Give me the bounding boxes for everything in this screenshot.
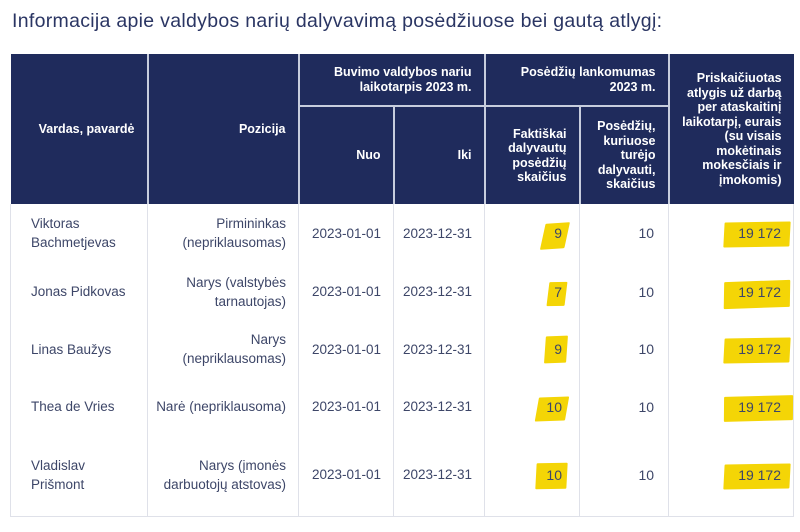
table-row: [11, 204, 794, 264]
name-cell: Jonas Pidkovas: [11, 264, 148, 321]
column-header-position: Pozicija: [148, 54, 299, 204]
date-from-cell: 2023-01-01: [299, 321, 394, 379]
date-to-cell: 2023-12-31: [394, 321, 485, 379]
salary-value-highlight: 19 172: [738, 340, 781, 360]
salary-cell: [669, 264, 794, 321]
page-title: Informacija apie valdybos narių dalyvavimą posėdžiuose bei gautą atlygį:: [12, 10, 663, 32]
table-row: [11, 264, 794, 321]
salary-cell: [669, 321, 794, 379]
attended-value-highlight: 7: [554, 283, 562, 303]
date-from-cell: 2023-01-01: [299, 204, 394, 264]
column-header-to: Iki: [394, 106, 485, 204]
date-from-cell: 2023-01-01: [299, 379, 394, 436]
date-to-cell: 2023-12-31: [394, 436, 485, 516]
attended-value-highlight: 9: [554, 224, 562, 244]
column-header-attended: Faktiškai dalyvautų posėdžių skaičius: [485, 106, 580, 204]
name-cell: Linas Baužys: [11, 321, 148, 379]
position-cell: Narė (nepriklausoma): [148, 379, 299, 436]
column-header-required: Posėdžių, kuriuose turėjo dalyvauti, skaičius: [580, 106, 669, 204]
attended-value-highlight: 9: [554, 340, 562, 360]
salary-cell: [669, 436, 794, 516]
date-to-cell: 2023-12-31: [394, 379, 485, 436]
required-cell: 10: [580, 379, 669, 436]
column-header-from: Nuo: [299, 106, 394, 204]
name-cell: Vladislav Prišmont: [11, 436, 148, 516]
salary-value-highlight: 19 172: [738, 466, 781, 486]
required-cell: 10: [580, 436, 669, 516]
salary-value-highlight: 19 172: [738, 224, 781, 244]
column-header-name: Vardas, pavardė: [11, 54, 148, 204]
name-cell: Thea de Vries: [11, 379, 148, 436]
salary-cell: [669, 379, 794, 436]
attended-value-highlight: 10: [546, 466, 562, 486]
required-cell: 10: [580, 321, 669, 379]
table-header: [11, 54, 794, 204]
attended-value-highlight: 10: [546, 398, 562, 418]
header-row-groups: [11, 54, 794, 106]
date-to-cell: 2023-12-31: [394, 264, 485, 321]
attended-cell: [485, 379, 580, 436]
salary-value-highlight: 19 172: [738, 398, 781, 418]
column-header-salary: Priskaičiuotas atlygis už darbą per ataskaitinį laikotarpį, eurais (su visais mokėtinais mokesčiais ir įmokomis): [669, 54, 794, 204]
date-to-cell: 2023-12-31: [394, 204, 485, 264]
table-body: [11, 204, 794, 516]
position-cell: Narys (įmonės darbuotojų atstovas): [148, 436, 299, 516]
required-cell: 10: [580, 204, 669, 264]
salary-value-highlight: 19 172: [738, 283, 781, 303]
column-header-period-group: Buvimo valdybos nariu laikotarpis 2023 m.: [299, 54, 485, 106]
name-cell: Viktoras Bachmetjevas: [11, 204, 148, 264]
attended-cell: [485, 436, 580, 516]
position-cell: Pirmininkas (nepriklausomas): [148, 204, 299, 264]
table-row: [11, 436, 794, 516]
required-cell: 10: [580, 264, 669, 321]
date-from-cell: 2023-01-01: [299, 264, 394, 321]
attended-cell: [485, 204, 580, 264]
table-row: [11, 321, 794, 379]
attended-cell: [485, 321, 580, 379]
table-row: [11, 379, 794, 436]
board-members-table: [10, 54, 794, 517]
attended-cell: [485, 264, 580, 321]
position-cell: Narys (nepriklausomas): [148, 321, 299, 379]
column-header-attendance-group: Posėdžių lankomumas 2023 m.: [485, 54, 669, 106]
position-cell: Narys (valstybės tarnautojas): [148, 264, 299, 321]
date-from-cell: 2023-01-01: [299, 436, 394, 516]
salary-cell: [669, 204, 794, 264]
